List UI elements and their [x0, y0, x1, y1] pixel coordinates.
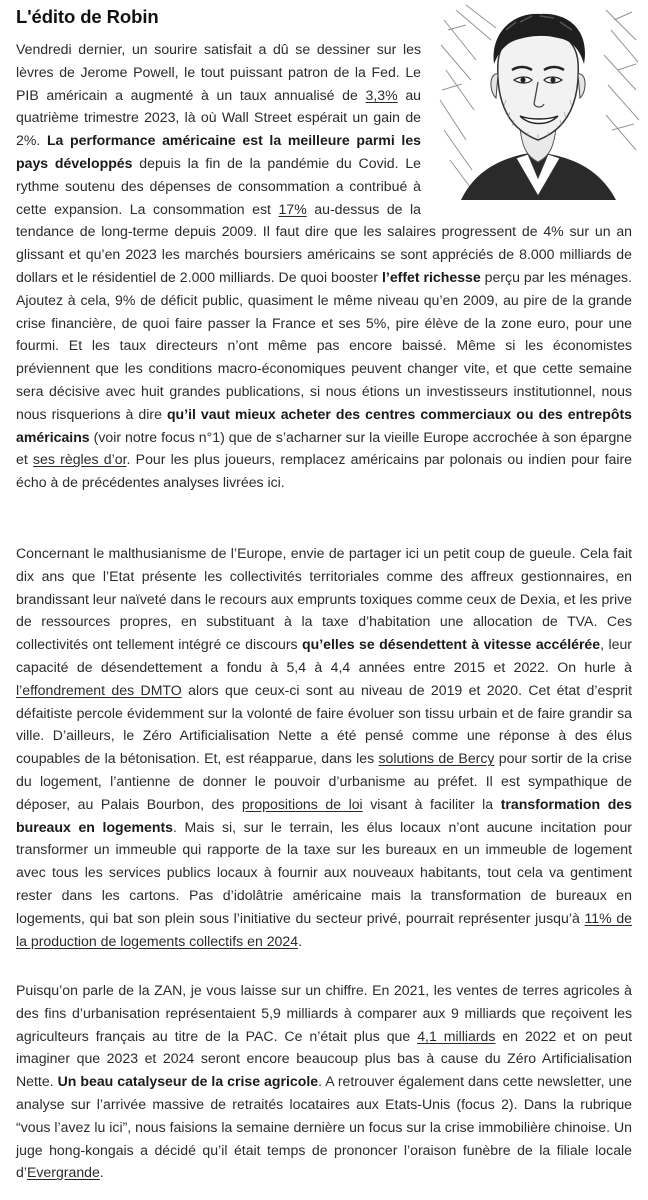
link-evergrande[interactable]: Evergrande — [26, 1164, 100, 1181]
p3-bold-catalyseur: Un beau catalyseur de la crise agricole — [57, 1073, 319, 1090]
p1-bold-effet-richesse: l’effet richesse — [382, 268, 481, 285]
p1-text-7: . Pour les plus joueurs, remplacez américains par polonais ou indien pour faire écho à de précédentes analyses livrées ici. — [16, 451, 632, 491]
p1-text-1: Vendredi dernier, un sourire satisfait a dû se dessiner sur les lèvres de Jerome Powell, le tout puissant patron de la Fed. Le PIB américain a augmenté à un taux annualisé de — [16, 41, 421, 103]
p2-text-5: visant à faciliter la — [362, 795, 501, 812]
p1-text-2: au quatrième trimestre 2023, là où Wall Street espérait un gain de 2%. — [16, 86, 422, 149]
p1-bold-acheter: qu’il vaut mieux acheter des centres commerciaux ou des entrepôts américains — [16, 405, 632, 445]
link-effondrement-dmto[interactable]: l’effondrement des DMTO — [16, 681, 182, 698]
p2-text-1: Concernant le malthusianisme de l’Europe, envie de partager ici un petit coup de gueule. Cela fait dix ans que l’Etat présente les collectivités territoriales comme des affreux gestionnaires, en brandissant leur naïveté dans le recours aux emprunts toxiques comme ceux de Dexia, et les prive de ressources propres, en substituant à la taxe d’habitation une allocation de TVA. Ces collectivités ont tellement intégré ce discours — [16, 545, 632, 653]
link-17-percent[interactable]: 17% — [278, 200, 307, 217]
p1-text-4: au-dessus de la tendance de long-terme depuis 2009. Il faut dire que les salaires progressent de 4% sur un an glissant et qu’en 2023 les marchés boursiers américains se sont appréciés de 8.000 milliards de dollars et le résidentiel de 2.000 milliards. De quoi booster — [16, 200, 632, 285]
paragraph-1 — [16, 38, 632, 494]
p3-text-2: en 2022 et on peut imaginer que 2023 et 2024 seront encore beaucoup plus bas à cause du Zéro Artificialisation Nette. — [16, 1027, 632, 1090]
p2-text-2: , leur capacité de désendettement a fondu à 5,4 à 4,4 années entre 2015 et 2022. On hurle à — [16, 636, 632, 675]
paragraph-2 — [16, 542, 632, 952]
link-solutions-bercy[interactable]: solutions de Bercy — [378, 750, 495, 767]
paragraph-3 — [16, 979, 632, 1184]
page-title: L'édito de Robin — [16, 6, 159, 27]
p1-text-5: perçu par les ménages. Ajoutez à cela, 9% de déficit public, quasiment le même niveau qu’en 2009, au pire de la grande crise financière, de quoi faire passer la France et ses 5%, pire élève de la zone euro, pour une fourmi. Et les taux directeurs n’ont même pas encore baissé. Même si les économistes préviennent que les conditions macro-économiques peuvent changer vite, et que cette semaine sera décisive avec huit grandes publications, si nous étions un investisseurs institutionnel, nous nous risquerions à dire — [16, 268, 632, 422]
p3-text-3: . A retrouver également dans cette newsletter, une analyse sur l’arrivée massive de retraités locataires aux Etats-Unis (focus 2). Dans la rubrique “vous l’avez lu ici”, nous faisions la semaine dernière un focus sur la crise immobilière chinoise. Un juge hong-kongais a décidé qu’il était temps de prononcer l’oraison funèbre de la filiale locale d’ — [16, 1073, 632, 1181]
p1-text-6: (voir notre focus n°1) que de s’acharner sur la vieille Europe accrochée à son épargne et — [16, 428, 632, 468]
link-4-1-milliards[interactable]: 4,1 milliards — [417, 1027, 496, 1044]
p1-text-3: depuis la fin de la pandémie du Covid. Le rythme soutenu des dépenses de consommation a contribué à cette expansion. La consommation est — [16, 154, 421, 217]
link-11-percent-logements[interactable]: 11% de la production de logements collectifs en 2024 — [16, 909, 632, 949]
p2-text-4: pour sortir de la crise du logement, l’antienne de donner le pouvoir d’urbanisme au préfet. Il est sympathique de déposer, au Palais Bourbon, des — [16, 750, 632, 812]
p3-text-4: . — [99, 1164, 104, 1181]
link-3-3-percent[interactable]: 3,3% — [365, 86, 398, 103]
p2-bold-transformation: transformation des bureaux en logements — [16, 795, 632, 835]
p2-text-3: alors que ceux-ci sont au niveau de 2019 et 2020. Cet état d’esprit défaitiste percole évidemment sur la volonté de faire évoluer son tissu urbain et de faire grandir sa ville. D’ailleurs, le Zéro Artificialisation Nette a été pensé comme une réponse à des élus coupables de la bétonisation. Et, est réapparue, dans les — [16, 681, 632, 767]
p2-text-7: . — [298, 932, 302, 949]
p3-text-1: Puisqu’on parle de la ZAN, je vous laisse sur un chiffre. En 2021, les ventes de terres agricoles à des fins d’urbanisation représentaient 5,9 milliards à comparer aux 9 milliards que reçoivent les agriculteurs français au titre de la PAC. Ce n’était plus que — [16, 982, 632, 1044]
portrait-wrap-space — [421, 38, 632, 200]
p2-text-6: . Mais si, sur le terrain, les élus locaux n’ont aucune incitation pour transformer un immeuble qui rapporte de la taxe sur les bureaux en un immeuble de logement avec tous les services publics locaux à fournir aux nouveaux habitants, tout cela va gentiment rester dans les cartons. Pas d’idolâtrie américaine mais la transformation de bureaux en logements, qui bat son plein sous l’initiative du secteur privé, pourrait représenter jusqu’à — [16, 818, 632, 926]
link-propositions-loi[interactable]: propositions de loi — [241, 795, 363, 812]
p1-bold-performance: La performance américaine est la meilleure parmi les pays développés — [16, 132, 421, 171]
p2-bold-desendettent: qu’elles se désendettent à vitesse accélérée — [302, 636, 601, 653]
link-regles-or[interactable]: ses règles d’or — [33, 451, 127, 468]
